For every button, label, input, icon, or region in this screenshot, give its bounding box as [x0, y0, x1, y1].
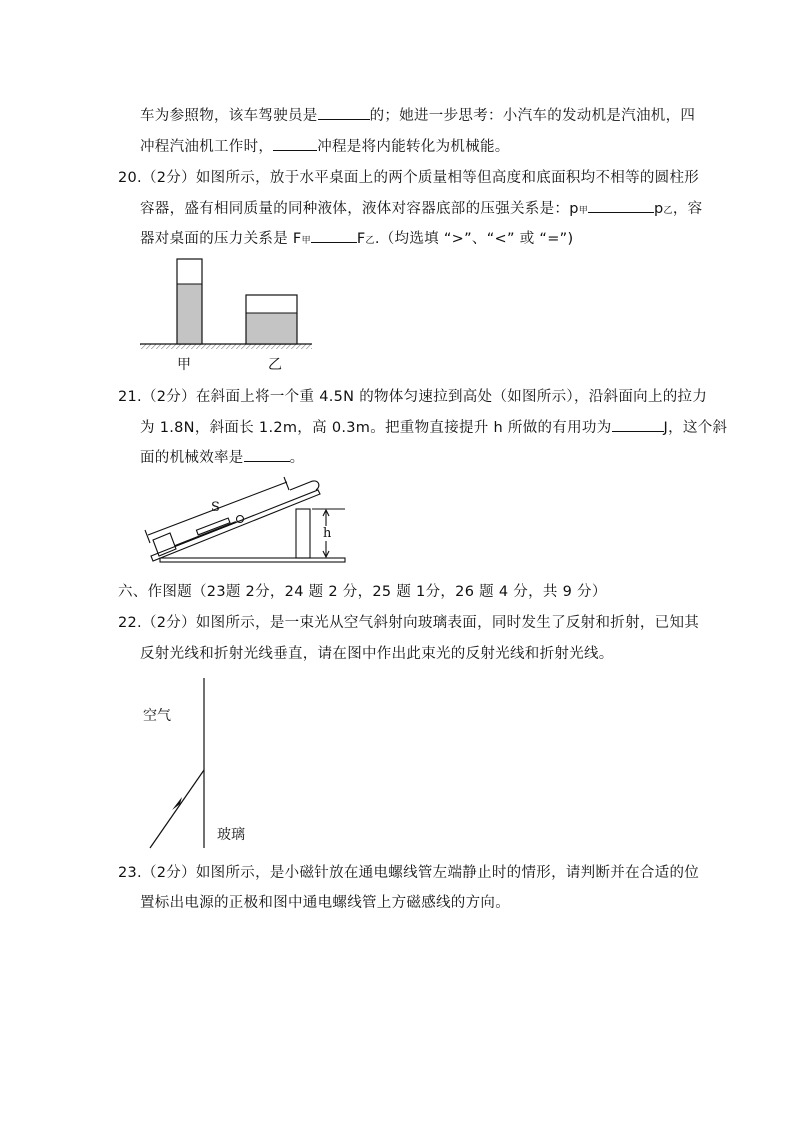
- text: 冲程是将内能转化为机械能。: [317, 139, 510, 155]
- text: 冲程汽油机工作时，: [140, 139, 274, 155]
- text: 面的机械效率是: [140, 450, 244, 466]
- q21-line1: 21.（2分）在斜面上将一个重 4.5N 的物体匀速拉到高处（如图所示），沿斜面向上的拉力: [118, 389, 708, 405]
- incline-figure: [145, 477, 345, 562]
- label-jia: 甲: [177, 357, 191, 373]
- q22-line1: 22.（2分）如图所示，是一束光从空气斜射向玻璃表面，同时发生了反射和折射，已知其: [118, 615, 700, 631]
- label-s: S: [211, 500, 220, 515]
- subscript: 乙: [365, 236, 375, 246]
- containers-figure: [140, 259, 312, 349]
- q23-line1: 23.（2分）如图所示，是小磁针放在通电螺线管左端静止时的情形，请判断并在合适的位: [118, 865, 700, 881]
- q23-line2: 置标出电源的正极和图中通电螺线管上方磁感线的方向。: [140, 895, 510, 911]
- label-h: h: [323, 526, 332, 541]
- text: ，容: [672, 201, 703, 217]
- answer-blank[interactable]: [244, 447, 290, 462]
- subscript: 甲: [301, 236, 311, 246]
- label-yi: 乙: [268, 357, 282, 373]
- subscript: 乙: [663, 206, 673, 216]
- label-glass: 玻璃: [217, 827, 245, 843]
- text: .（均选填 “>”、“<” 或 “=”): [374, 231, 574, 247]
- text: 为 1.8N，斜面长 1.2m，高 0.3m。把重物直接提升 h 所做的有用功为: [140, 420, 612, 436]
- section-6-title: 六、作图题（23题 2分，24 题 2 分，25 题 1分，26 题 4 分，共 9 分）: [118, 584, 607, 600]
- light-figure: [150, 678, 204, 848]
- label-air: 空气: [143, 708, 171, 724]
- q22-line2: 反射光线和折射光线垂直，请在图中作出此束光的反射光线和折射光线。: [140, 646, 614, 662]
- text: F: [356, 231, 366, 247]
- text: J，这个斜: [663, 420, 728, 436]
- answer-blank[interactable]: [612, 417, 664, 432]
- q21-line2: [140, 416, 727, 437]
- text: 器对桌面的压力关系是 F: [140, 231, 302, 247]
- text: 容器，盛有相同质量的同种液体，液体对容器底部的压强关系是：p: [140, 201, 579, 217]
- q20-line1: 20.（2分）如图所示，放于水平桌面上的两个质量相等但高度和底面积均不相等的圆柱形: [118, 170, 700, 186]
- text: 。: [289, 450, 305, 466]
- q21-line3: [140, 446, 304, 467]
- subscript: 甲: [578, 206, 589, 216]
- text: p: [654, 201, 664, 217]
- text: 的；她进一步思考：小汽车的发动机是汽油机，四: [369, 108, 696, 124]
- text: 车为参照物，该车驾驶员是: [140, 108, 318, 124]
- incident-ray: [150, 770, 204, 848]
